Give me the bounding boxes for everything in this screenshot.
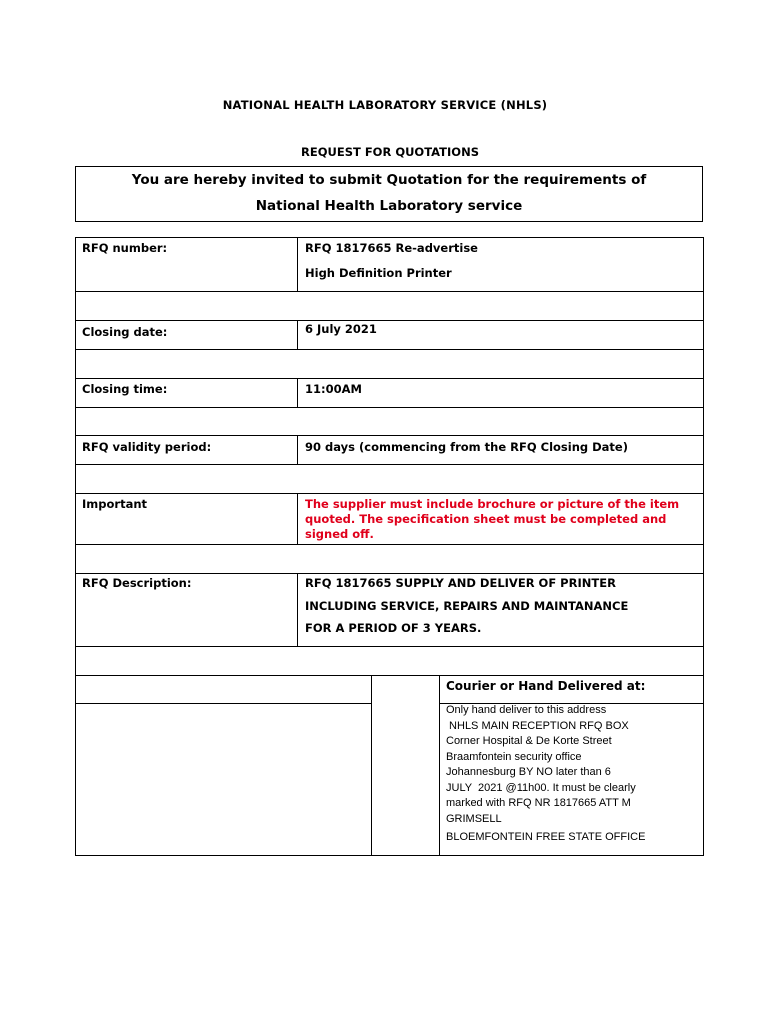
important-label: Important (82, 497, 148, 511)
bottom-column-divider (371, 675, 372, 703)
courier-column-divider (439, 675, 440, 856)
label-column-divider (297, 320, 298, 349)
org-heading: NATIONAL HEALTH LABORATORY SERVICE (NHLS) (222, 98, 548, 112)
description-label: RFQ Description: (82, 576, 192, 590)
courier-line: Braamfontein security office (446, 750, 582, 763)
courier-line: BLOEMFONTEIN FREE STATE OFFICE (446, 831, 646, 843)
invitation-line-1: You are hereby invited to submit Quotation for the requirements of (131, 172, 647, 188)
courier-instructions (446, 703, 696, 846)
row-divider (75, 646, 704, 647)
courier-line: marked with RFQ NR 1817665 ATT M (446, 797, 631, 809)
label-column-divider (297, 378, 298, 407)
row-divider (75, 407, 704, 408)
row-divider (75, 320, 704, 321)
bottom-left-divider (75, 703, 371, 704)
row-divider (75, 544, 704, 545)
row-divider (75, 493, 704, 494)
rfq-number-label: RFQ number: (82, 241, 168, 255)
courier-line: JULY 2021 @11h00. It must be clearly (446, 781, 636, 794)
rfq-item-name: High Definition Printer (305, 266, 452, 280)
rfq-number-value: RFQ 1817665 Re-advertise (305, 241, 478, 255)
row-divider (75, 675, 704, 676)
closing-date-label: Closing date: (82, 325, 168, 339)
row-divider (75, 349, 704, 350)
courier-line: Corner Hospital & De Korte Street (446, 735, 612, 747)
closing-time-value: 11:00AM (305, 382, 362, 396)
closing-date-value: 6 July 2021 (305, 322, 377, 336)
courier-heading: Courier or Hand Delivered at: (446, 679, 646, 693)
doc-title: REQUEST FOR QUOTATIONS (301, 145, 479, 159)
invitation-box (75, 166, 703, 222)
label-column-divider (297, 435, 298, 464)
description-line-2: INCLUDING SERVICE, REPAIRS AND MAINTANANCE (305, 599, 629, 613)
closing-time-label: Closing time: (82, 382, 168, 396)
invitation-line-2: National Health Laboratory service (255, 198, 523, 214)
validity-label: RFQ validity period: (82, 440, 212, 454)
row-divider (75, 435, 704, 436)
description-line-1: RFQ 1817665 SUPPLY AND DELIVER OF PRINTER (305, 576, 616, 590)
row-divider (75, 464, 704, 465)
bottom-column-divider (371, 703, 372, 856)
row-divider (75, 291, 704, 292)
row-divider (75, 378, 704, 379)
label-column-divider (297, 237, 298, 291)
courier-line: GRIMSELL (446, 812, 502, 825)
validity-value: 90 days (commencing from the RFQ Closing Date) (305, 440, 628, 454)
label-column-divider (297, 493, 298, 544)
courier-line: NHLS MAIN RECEPTION RFQ BOX (446, 719, 629, 732)
description-line-3: FOR A PERIOD OF 3 YEARS. (305, 621, 482, 635)
label-column-divider (297, 573, 298, 646)
courier-line: Only hand deliver to this address (446, 704, 607, 716)
important-notice: The supplier must include brochure or picture of the item quoted. The specification sheet must be completed and signed off. (305, 497, 680, 541)
courier-line: Johannesburg BY NO later than 6 (446, 766, 611, 778)
